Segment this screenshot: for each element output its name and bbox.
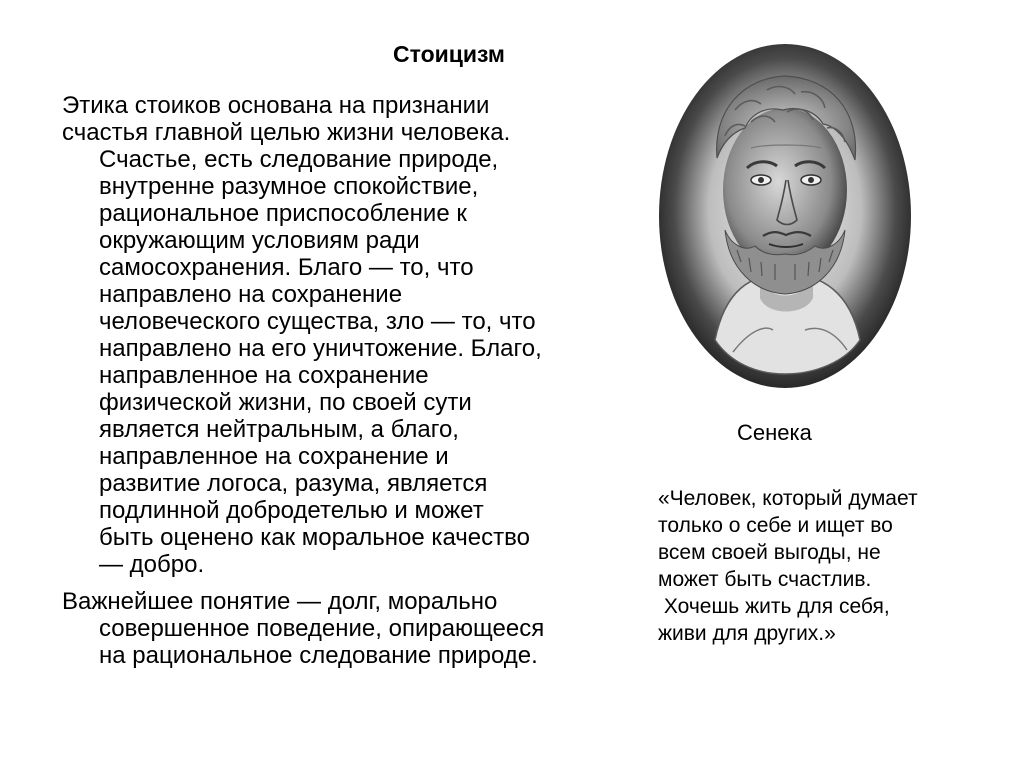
- text-line: рациональное приспособление к: [99, 200, 467, 227]
- portrait-caption: Сенека: [737, 420, 812, 445]
- seneca-portrait: [655, 40, 915, 392]
- quote-line: может быть счастлив.: [658, 568, 872, 591]
- text-line: — добро.: [99, 551, 205, 578]
- text-line: быть оценено как моральное качество: [99, 524, 530, 551]
- text-line: внутренне разумное спокойствие,: [99, 173, 479, 200]
- text-line: направленное на сохранение: [99, 362, 429, 389]
- paragraph-duty: [62, 588, 642, 669]
- text-line: направленное на сохранение и: [99, 443, 449, 470]
- quote-line: живи для других.»: [658, 622, 836, 645]
- quote-line: Хочешь жить для себя,: [658, 595, 890, 618]
- text-line: Счастье, есть следование природе,: [99, 146, 499, 173]
- text-line: на рациональное следование природе.: [99, 642, 538, 669]
- text-line: совершенное поведение, опирающееся: [99, 615, 545, 642]
- quote-line: только о себе и ищет во: [658, 514, 893, 537]
- paragraph-ethics: [62, 92, 642, 578]
- text-line: является нейтральным, а благо,: [99, 416, 459, 443]
- text-line: счастья главной целью жизни человека.: [62, 119, 511, 146]
- text-line: направлено на его уничтожение. Благо,: [99, 335, 542, 362]
- text-line: физической жизни, по своей сути: [99, 389, 472, 416]
- text-line: окружающим условиям ради: [99, 227, 420, 254]
- text-line: развитие логоса, разума, является: [99, 470, 488, 497]
- quote-line: «Человек, который думает: [658, 487, 918, 510]
- quote-line: всем своей выгоды, не: [658, 541, 881, 564]
- text-line: Важнейшее понятие — долг, морально: [62, 588, 498, 615]
- text-line: Этика стоиков основана на признании: [62, 92, 490, 119]
- text-line: направлено на сохранение: [99, 281, 403, 308]
- text-line: человеческого существа, зло — то, что: [99, 308, 536, 335]
- main-text: [62, 92, 642, 669]
- seneca-quote: [658, 485, 998, 647]
- text-line: самосохранения. Благо — то, что: [99, 254, 474, 281]
- text-line: подлинной добродетелью и может: [99, 497, 484, 524]
- slide-title: Стоицизм: [393, 41, 505, 67]
